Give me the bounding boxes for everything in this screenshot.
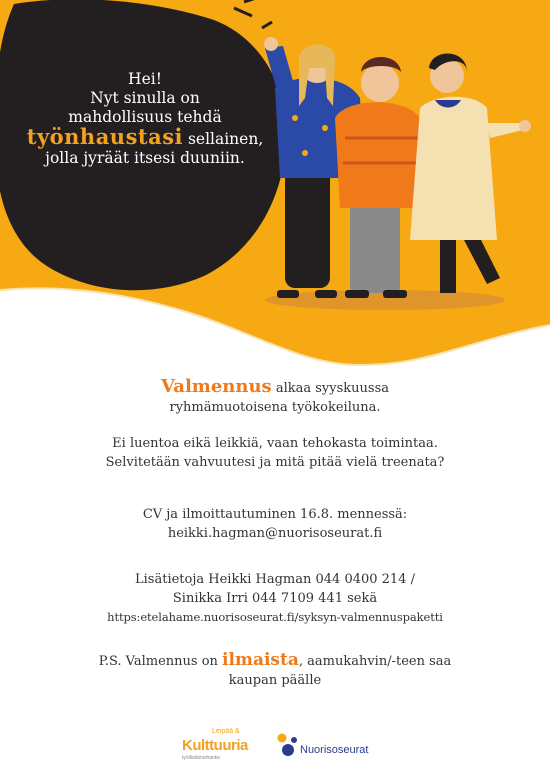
kulttuuria-logo <box>178 727 268 767</box>
nuorisoseurat-logo-icon <box>276 732 298 762</box>
contacts-line-2: Sinikka Irri 044 7109 441 sekä <box>172 591 378 606</box>
ps-line-1 <box>40 651 510 671</box>
ps-line-2: kaupan päälle <box>228 673 322 688</box>
ps-suffix: , aamukahvin/-teen saa <box>298 654 452 669</box>
contacts-line-1: Lisätietoja Heikki Hagman 044 0400 214 / <box>135 572 415 587</box>
intro-greeting: Hei! <box>128 70 162 88</box>
people-illustration <box>235 28 535 313</box>
signup-line-1: CV ja ilmoittautuminen 16.8. mennessä: <box>142 507 408 522</box>
contacts-text <box>40 570 510 627</box>
pitch-line-2: Selvitetään vahvuutesi ja mitä pitää vielä treenata? <box>105 455 445 470</box>
intro-highlight: työnhaustasi <box>26 124 184 149</box>
intro-line-5: jolla jyräät itsesi duuniin. <box>45 149 245 167</box>
intro-line-3: mahdollisuus tehdä <box>68 108 222 126</box>
intro-line-2: Nyt sinulla on <box>90 89 200 107</box>
intro-line-4-rest: sellainen, <box>183 130 264 148</box>
ps-prefix: P.S. Valmennus on <box>98 654 223 669</box>
nuorisoseurat-logo-text: Nuorisoseurat <box>300 744 369 756</box>
kulttuuria-logo-main: Kulttuuria <box>182 737 248 754</box>
pitch-line-1: Ei luentoa eikä leikkiä, vaan tehokasta toimintaa. <box>112 436 438 451</box>
nuorisoseurat-logo <box>276 730 386 766</box>
program-line-1 <box>40 377 510 398</box>
ps-highlight: ilmaista <box>222 650 299 670</box>
program-highlight: Valmennus <box>160 376 272 397</box>
signup-text <box>40 505 510 543</box>
program-line-2: ryhmämuotoisena työkokeiluna. <box>169 400 381 415</box>
program-text <box>40 377 510 417</box>
kulttuuria-logo-sub: työllistämishanke <box>182 755 221 761</box>
contacts-url[interactable]: https:etelahame.nuorisoseurat.fi/syksyn-valmennuspaketti <box>107 610 443 624</box>
kulttuuria-logo-top: Leipää & <box>212 728 240 735</box>
signup-email[interactable]: heikki.hagman@nuorisoseurat.fi <box>167 526 383 541</box>
program-line-1-rest: alkaa syyskuussa <box>271 381 390 396</box>
pitch-text <box>40 434 510 472</box>
ps-text <box>40 651 510 690</box>
